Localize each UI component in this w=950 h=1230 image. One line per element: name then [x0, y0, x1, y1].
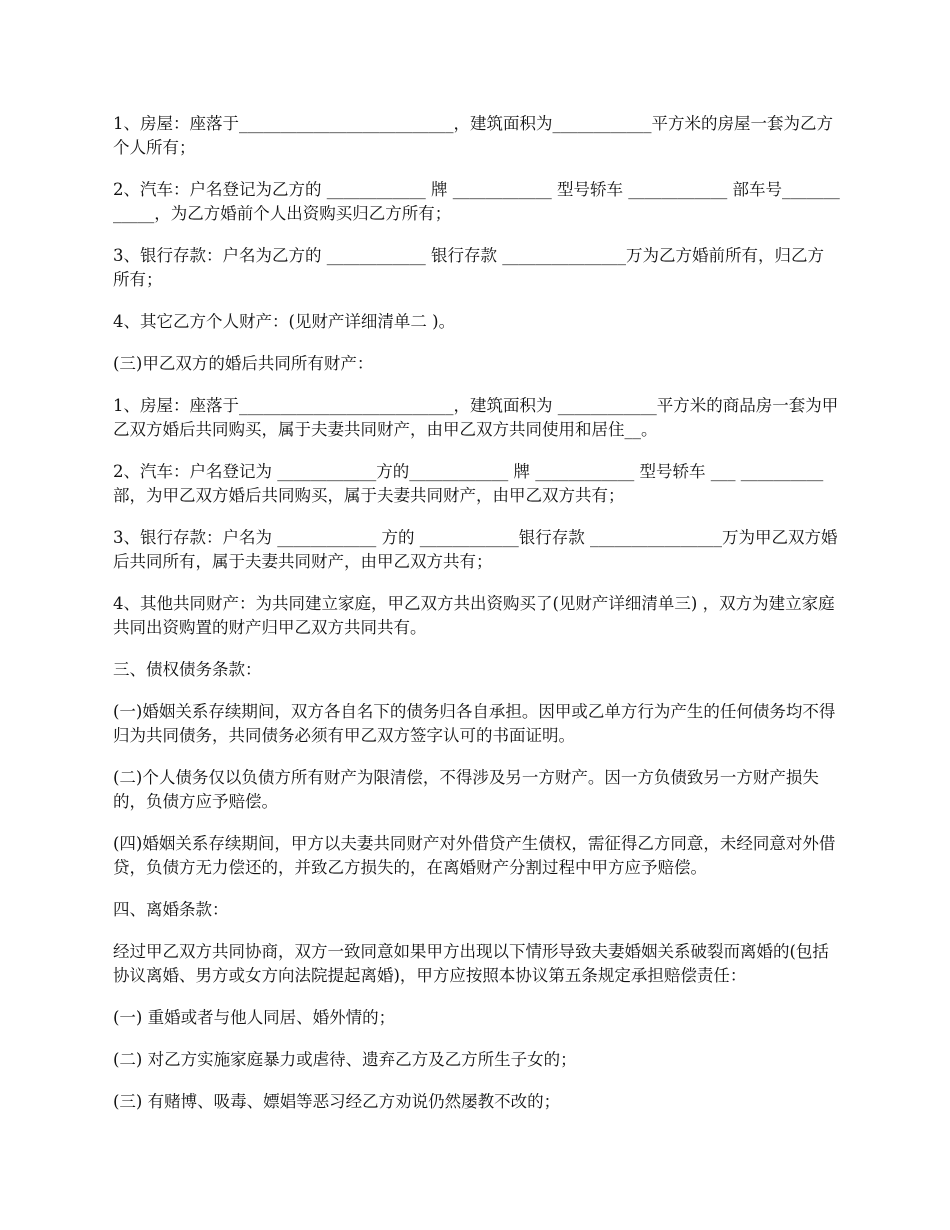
clause-1-house-joint: 1、房屋：座落于__________________________，建筑面积为 ____________平方米的商品房一套为甲乙双方婚后共同购买，属于夫妻共同财产，由甲乙双方共同使用和居住__。: [113, 396, 839, 439]
clause-3-bank-individual: 3、银行存款：户名为乙方的 ____________ 银行存款 _______________万为乙方婚前所有，归乙方所有；: [113, 246, 824, 289]
divorce-condition-1: (一) 重婚或者与他人同居、婚外情的；: [113, 1008, 396, 1027]
clause-4-other-individual: 4、其它乙方个人财产：(见财产详细清单二 )。: [113, 312, 456, 331]
divorce-intro: 经过甲乙双方共同协商，双方一致同意如果甲方出现以下情形导致夫妻婚姻关系破裂而离婚的(包括协议离婚、男方或女方向法院提起离婚)，甲方应按照本协议第五条规定承担赔偿责任：: [113, 942, 829, 985]
debt-clause-4: (四)婚姻关系存续期间，甲方以夫妻共同财产对外借贷产生债权，需征得乙方同意，未经同意对外借贷，负债方无力偿还的，并致乙方损失的，在离婚财产分割过程中甲方应予赔偿。: [113, 834, 836, 877]
section-debt-heading: 三、债权债务条款：: [113, 660, 262, 679]
document-body: [113, 112, 840, 1132]
divorce-condition-2: (二) 对乙方实施家庭暴力或虐待、遗弃乙方及乙方所生子女的；: [113, 1050, 577, 1069]
clause-1-house-individual: 1、房屋：座落于__________________________，建筑面积为____________平方米的房屋一套为乙方个人所有；: [113, 114, 833, 157]
clause-2-car-joint: 2、汽车：户名登记为 ____________方的____________ 牌 ____________ 型号轿车 ___ __________部，为甲乙双方婚后共同购买，属于夫妻共同财产，由甲乙双方共有；: [113, 462, 824, 505]
clause-4-other-joint: 4、其他共同财产：为共同建立家庭，甲乙双方共出资购买了(见财产详细清单三) ，双方为建立家庭共同出资购置的财产归甲乙双方共同共有。: [113, 594, 835, 637]
debt-clause-2: (二)个人债务仅以负债方所有财产为限清偿，不得涉及另一方财产。因一方负债致另一方财产损失的，负债方应予赔偿。: [113, 768, 819, 811]
clause-3-bank-joint: 3、银行存款：户名为 ____________ 方的 ____________银行存款 ________________万为甲乙双方婚后共同所有，属于夫妻共同财产，由甲乙双方共有；: [113, 528, 838, 571]
debt-clause-1: (一)婚姻关系存续期间，双方各自名下的债务归各自承担。因甲或乙单方行为产生的任何债务均不得归为共同债务，共同债务必须有甲乙双方签字认可的书面证明。: [113, 702, 836, 745]
section-joint-property-heading: (三)甲乙双方的婚后共同所有财产：: [113, 354, 374, 373]
clause-2-car-individual: 2、汽车：户名登记为乙方的 ____________ 牌 ____________ 型号轿车 ____________ 部车号____________，为乙方婚前个人出资购买归乙方所有；: [113, 180, 840, 223]
section-divorce-heading: 四、离婚条款：: [113, 900, 229, 919]
divorce-condition-3: (三) 有赌博、吸毒、嫖娼等恶习经乙方劝说仍然屡教不改的；: [113, 1092, 561, 1111]
